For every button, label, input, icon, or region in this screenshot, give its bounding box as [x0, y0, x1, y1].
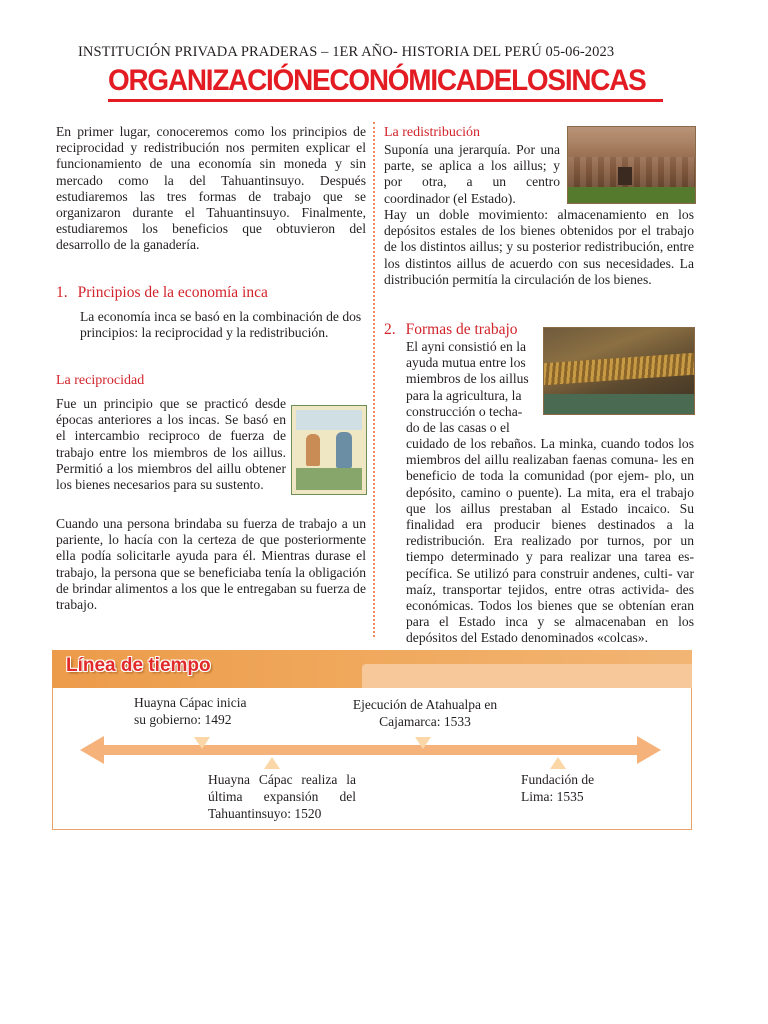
title-underline [108, 99, 663, 102]
section-1-number: 1. [56, 284, 68, 301]
formas-paragraph-2: cuidado de los rebaños. La minka, cuando todos los miembros del aillu realizaban faenas comuna- les en beneficio de toda la comunidad (por ejem- plo, un depósito, camino o puente). La mita, era el trabajo que los aillus prestaban al Estado incaico. Su finalidad era producir bienes destinados a la redistribución. Era realizado por turnos, por un tiempo determinado y para realizar una tarea es- pecífica. Se utilizó para construir andenes, culti- var maíz, transportar tejidos, entre otras activida- des económicas. Todos los bienes que se obtenían eran para el Estado inca y se almacenaban en los depósitos del Estado denominados «colcas». [406, 436, 694, 646]
marker-1520-icon [264, 757, 280, 769]
marker-1533-icon [415, 737, 431, 749]
section-1-text: La economía inca se basó en la combinación de dos principios: la reciprocidad y la redistribución. [80, 309, 362, 341]
reciprocidad-heading: La reciprocidad [56, 373, 145, 388]
timeline-banner-highlight [362, 664, 692, 688]
timeline-arrow-right-head [637, 736, 661, 764]
document-header: INSTITUCIÓN PRIVADA PRADERAS – 1ER AÑO- HISTORIA DEL PERÚ 05-06-2023 [78, 44, 615, 60]
timeline-event-1492: Huayna Cápac inicia su gobierno: 1492 [134, 695, 247, 727]
marker-1535-icon [550, 757, 566, 769]
rope-bridge-photo [543, 327, 695, 415]
timeline-arrow-left-head [80, 736, 104, 764]
section-1-heading [56, 284, 366, 302]
timeline-event-1520: Huayna Cápac realiza la última expansión del Tahuantinsuyo: 1520 [208, 772, 356, 821]
section-1-title: Principios de la economía inca [77, 284, 268, 301]
page-title: ORGANIZACIÓNECONÓMICADELOSINCAS [108, 64, 646, 97]
reciprocidad-paragraph-2: Cuando una persona brindaba su fuerza de trabajo a un pariente, lo hacía con la certeza de que posteriormente ella podía solicitarle ayuda para él. Mientras durase el trabajo, la persona que se beneficiaba tenía la obligación de brindar alimentos a los que le entregaban su fuerza de trabajo. [56, 516, 366, 613]
formas-paragraph: El ayni consistió en la ayuda mutua entre los miembros de los aillus para la agricultura, la construcción o techa- do de las casas o el [406, 339, 529, 436]
column-divider [373, 122, 375, 637]
intro-paragraph: En primer lugar, conoceremos como los principios de reciprocidad y redistribución nos permiten explicar el funcionamiento de una economía sin moneda y sin mercado como la del Tahuantinsuyo. Después estudiaremos las tres formas de trabajo que se organizaron durante el Tahuantinsuyo. Finalmente, estudiaremos los beneficios que obtuvieron del desarrollo de la ganadería. [56, 124, 366, 253]
section-2-title: Formas de trabajo [405, 321, 518, 338]
timeline-event-1535: Fundación de Lima: 1535 [521, 772, 595, 804]
marker-1492-icon [194, 737, 210, 749]
timeline-title: Línea de tiempo [66, 655, 211, 676]
reciprocidad-paragraph: Fue un principio que se practicó desde épocas anteriores a los incas. Se basó en el intercambio reciproco de fuerza de trabajo entre los miembros de los aillus. Permitió a los miembros del aillu obtener los bienes necesarios para su sustento. [56, 396, 286, 493]
redistribucion-heading: La redistribución [384, 125, 481, 140]
section-2-number: 2. [384, 321, 396, 338]
inca-storehouse-photo [567, 126, 696, 204]
timeline-arrow-shaft [100, 745, 640, 755]
redistribucion-paragraph: Suponía una jerarquía. Por una parte, se aplica a los aillus; y por otra, a un centro coordinador (el Estado). [384, 142, 560, 206]
timeline-event-1533: Ejecución de Atahualpa en Cajamarca: 1533 [352, 697, 498, 729]
inca-codex-illustration [291, 405, 367, 495]
section-2-heading [384, 321, 518, 339]
redistribucion-paragraph-2: Hay un doble movimiento: almacenamiento en los depósitos estales de los bienes obtenidos por el trabajo de los distintos aillus; y su posterior redistribución, entre los distintos aillus de acuerdo con sus necesidades. La distribución permitía la circulación de los bienes. [384, 207, 694, 287]
